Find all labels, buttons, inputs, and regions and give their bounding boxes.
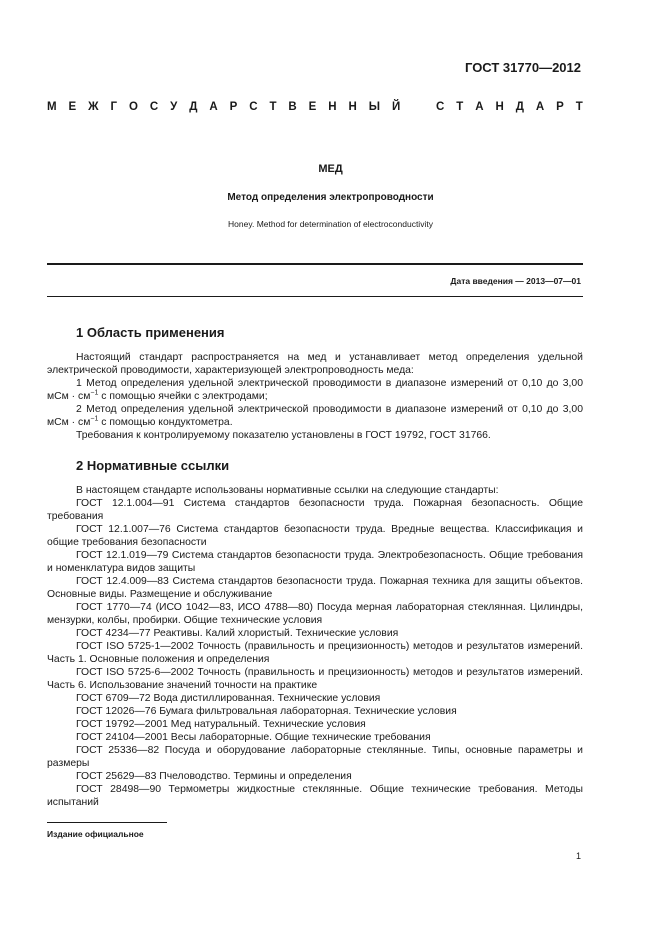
- reference-item: ГОСТ 12.1.004—91 Система стандартов безопасности труда. Пожарная безопасность. Общие требования: [47, 498, 583, 522]
- banner-letter: Д: [515, 101, 524, 113]
- document-subtitle: Метод определения электропроводности: [227, 192, 434, 203]
- banner-letter: А: [475, 101, 484, 113]
- section-2-heading: 2 Нормативные ссылки: [76, 458, 230, 473]
- section-1-requirements: Требования к контролируемому показателю установлены в ГОСТ 19792, ГОСТ 31766.: [76, 430, 491, 441]
- reference-item: ГОСТ 28498—90 Термометры жидкостные стеклянные. Общие технические требования. Методы испытаний: [47, 784, 583, 808]
- introduction-date: Дата введения — 2013—07—01: [450, 276, 581, 286]
- reference-item: ГОСТ 4234—77 Реактивы. Калий хлористый. Технические условия: [76, 628, 399, 639]
- item-2-superscript: −1: [90, 415, 99, 423]
- banner-letter: Р: [229, 101, 238, 113]
- item-2-text: 2 Метод определения удельной электрической проводимости в диапазоне измерений от 0,10 до 3,00 мСм · см: [47, 404, 583, 428]
- edition-note: Издание официальное: [47, 829, 144, 839]
- banner-letter: Т: [269, 101, 277, 113]
- reference-item: ГОСТ 6709—72 Вода дистиллированная. Технические условия: [76, 693, 381, 704]
- reference-item: ГОСТ 19792—2001 Мед натуральный. Технические условия: [76, 719, 366, 730]
- reference-item: ГОСТ 24104—2001 Весы лабораторные. Общие технические требования: [76, 732, 431, 743]
- item-1-text: 1 Метод определения удельной электрической проводимости в диапазоне измерений от 0,10 до 3,00 мСм · см: [47, 378, 583, 402]
- interstate-standard-banner: [47, 101, 583, 113]
- banner-letter: А: [535, 101, 545, 113]
- reference-item: ГОСТ ISO 5725-1—2002 Точность (правильность и прецизионность) методов и результатов измерений. Часть 1. Основные положения и определения: [47, 641, 583, 665]
- reference-item: ГОСТ ISO 5725-6—2002 Точность (правильность и прецизионность) методов и результатов измерений. Часть 6. Использование значений точности на практике: [47, 667, 583, 691]
- banner-letter: Т: [456, 101, 464, 113]
- reference-item: ГОСТ 12.1.007—76 Система стандартов безопасности труда. Вредные вещества. Классификация и общие требования безопасности: [47, 524, 583, 548]
- english-title: Honey. Method for determination of electroconductivity: [228, 219, 433, 229]
- banner-letter: М: [47, 101, 57, 113]
- reference-item: ГОСТ 12.1.019—79 Система стандартов безопасности труда. Электробезопасность. Общие требования и номенклатура видов защиты: [47, 550, 583, 574]
- item-1-superscript: −1: [90, 389, 99, 397]
- date-divider: [47, 296, 583, 297]
- item-2-tail: с помощью кондуктометра.: [98, 417, 233, 428]
- banner-letter: Г: [110, 101, 118, 113]
- banner-letter: Н: [328, 101, 337, 113]
- document-title: МЕД: [318, 163, 343, 175]
- reference-item: ГОСТ 1770—74 (ИСО 1042—83, ИСО 4788—80) Посуда мерная лабораторная стеклянная. Цилиндры, мензурки, колбы, пробирки. Общие технические условия: [47, 602, 583, 626]
- banner-letter: О: [128, 101, 138, 113]
- banner-letter: Ж: [88, 101, 99, 113]
- section-1-paragraph: Настоящий стандарт распространяется на мед и устанавливает метод определения удельной электрической проводимости, характеризующей электропроводность меда:: [47, 352, 583, 376]
- banner-letter: С: [436, 101, 445, 113]
- banner-letter: Т: [575, 101, 583, 113]
- section-1-item-2: [47, 403, 583, 429]
- section-1-item-1: [47, 377, 583, 403]
- footer-divider: [47, 822, 167, 823]
- banner-letter: Н: [348, 101, 357, 113]
- reference-item: ГОСТ 12026—76 Бумага фильтровальная лабораторная. Технические условия: [76, 706, 457, 717]
- reference-item: ГОСТ 25336—82 Посуда и оборудование лабораторные стеклянные. Типы, основные параметры и размеры: [47, 745, 583, 769]
- banner-letter: У: [170, 101, 178, 113]
- banner-letter: Е: [68, 101, 77, 113]
- header-divider: [47, 263, 583, 265]
- banner-letter: А: [209, 101, 218, 113]
- banner-letter: С: [249, 101, 258, 113]
- banner-letter: В: [288, 101, 297, 113]
- page-number: 1: [575, 851, 581, 861]
- section-1-body: [47, 351, 583, 442]
- banner-letter: С: [149, 101, 159, 113]
- banner-letter: Н: [495, 101, 504, 113]
- section-2-intro: В настоящем стандарте использованы нормативные ссылки на следующие стандарты:: [76, 485, 499, 496]
- reference-item: ГОСТ 12.4.009—83 Система стандартов безопасности труда. Пожарная техника для защиты объектов. Основные виды. Размещение и обслуживание: [47, 576, 583, 600]
- section-1-heading: 1 Область применения: [76, 325, 225, 340]
- banner-letter: Р: [556, 101, 564, 113]
- section-2-body: [47, 484, 583, 809]
- banner-letter: Ы: [368, 101, 381, 113]
- reference-list: [47, 497, 583, 809]
- banner-letter: Й: [391, 101, 401, 113]
- item-1-tail: с помощью ячейки с электродами;: [98, 391, 268, 402]
- banner-letter: Е: [308, 101, 317, 113]
- reference-item: ГОСТ 25629—83 Пчеловодство. Термины и определения: [76, 771, 352, 782]
- standard-code: ГОСТ 31770—2012: [465, 60, 581, 75]
- banner-letter: Д: [189, 101, 198, 113]
